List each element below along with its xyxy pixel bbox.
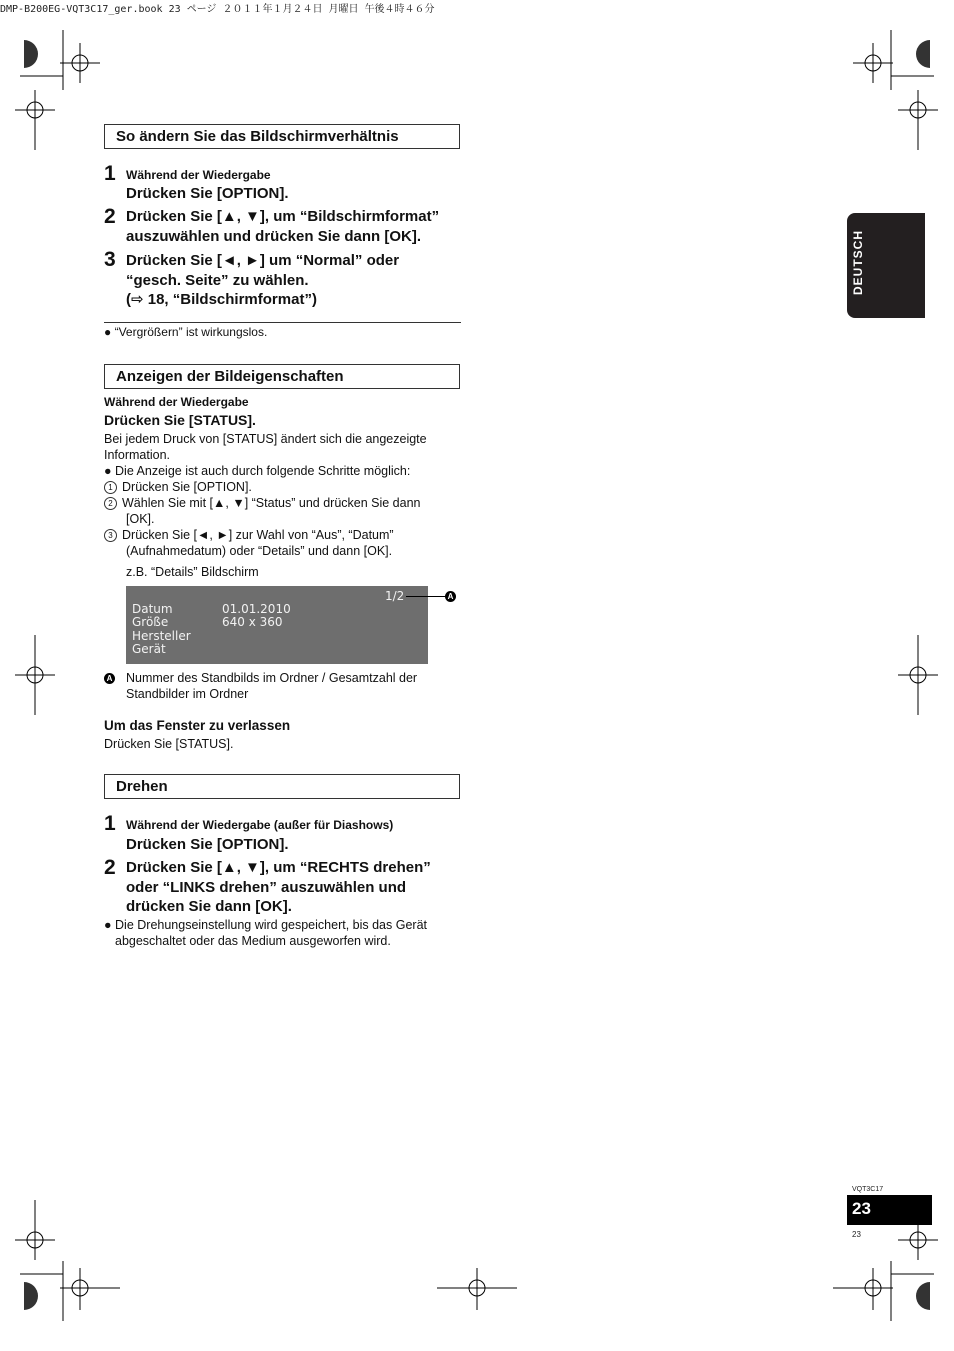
step-number: 3	[104, 248, 116, 271]
label-hersteller: Hersteller	[132, 629, 191, 643]
step-line: auszuwählen und drücken Sie dann [OK].	[126, 227, 422, 245]
callout-marker: A	[104, 673, 115, 684]
callout-marker: A	[445, 591, 456, 602]
step-precondition: Während der Wiedergabe	[126, 168, 271, 182]
callout-description	[126, 670, 417, 702]
substep-text: [OK].	[126, 512, 155, 526]
exit-text: Drücken Sie [STATUS].	[104, 737, 234, 751]
precondition: Während der Wiedergabe	[104, 395, 249, 409]
step-line: Drücken Sie [▲, ▼], um “RECHTS drehen”	[126, 859, 431, 876]
print-header: DMP-B200EG-VQT3C17_ger.book 23 ページ ２０１１年１月２４日 月曜日 午後４時４６分	[0, 4, 435, 15]
value-groesse: 640 x 360	[222, 615, 283, 629]
callout-line: Nummer des Standbilds im Ordner / Gesamtzahl der	[126, 671, 418, 685]
small-page-number: 23	[852, 1230, 861, 1239]
example-caption: z.B. “Details” Bildschirm	[126, 565, 259, 579]
details-screen	[126, 586, 428, 664]
description	[104, 431, 427, 479]
step-precondition: Während der Wiedergabe (außer für Diashows)	[126, 818, 394, 832]
substep-3	[104, 527, 394, 559]
label-groesse: Größe	[132, 615, 169, 629]
exit-title: Um das Fenster zu verlassen	[104, 718, 291, 733]
note-line: abgeschaltet oder das Medium ausgeworfen wird.	[115, 934, 391, 948]
step-number: 2	[104, 205, 116, 228]
step-number: 1	[104, 812, 116, 835]
substep-number: 1	[104, 481, 117, 494]
note-line: ● Die Drehungseinstellung wird gespeichert, bis das Gerät	[104, 918, 427, 932]
callout-leader	[406, 596, 446, 597]
step-text	[126, 251, 399, 310]
note	[104, 917, 427, 949]
step-line: oder “LINKS drehen” auszuwählen und	[126, 878, 407, 896]
page-number-bar	[847, 1195, 932, 1225]
callout-line: Standbilder im Ordner	[126, 687, 249, 701]
step-number: 1	[104, 162, 116, 185]
description-line: Bei jedem Druck von [STATUS] ändert sich die angezeigte	[104, 432, 427, 446]
page-number: 23	[852, 1199, 871, 1218]
step-text	[126, 858, 431, 917]
step-line: “gesch. Seite” zu wählen.	[126, 271, 309, 289]
step-text: Drücken Sie [OPTION].	[126, 185, 289, 202]
substep-text: Wählen Sie mit [▲, ▼] “Status” und drücken Sie dann	[122, 496, 421, 510]
language-tab	[847, 213, 925, 318]
substep-1	[104, 479, 252, 495]
substep-2	[104, 495, 421, 527]
model-code: VQT3C17	[852, 1186, 884, 1193]
label-geraet: Gerät	[132, 642, 166, 656]
step-text: Drücken Sie [OPTION].	[126, 836, 289, 853]
language-tab-label: DEUTSCH	[851, 229, 865, 295]
substep-text: Drücken Sie [◄, ►] zur Wahl von “Aus”, “Datum”	[122, 528, 394, 542]
substep-number: 3	[104, 529, 117, 542]
page-indicator: 1/2	[385, 589, 405, 603]
substep-text: Drücken Sie [OPTION].	[122, 480, 252, 494]
step-line: Drücken Sie [▲, ▼], um “Bildschirmformat”	[126, 208, 440, 225]
substep-number: 2	[104, 497, 117, 510]
step-line: drücken Sie dann [OK].	[126, 898, 292, 915]
bullet-line: ● Die Anzeige ist auch durch folgende Schritte möglich:	[104, 464, 411, 478]
section-title-rotate: Drehen	[104, 774, 460, 799]
step-number: 2	[104, 856, 116, 879]
step-text	[126, 207, 439, 246]
section-title-aspect: So ändern Sie das Bildschirmverhältnis	[104, 124, 460, 149]
description-line: Information.	[104, 448, 171, 462]
note: ● “Vergrößern” ist wirkungslos.	[104, 325, 268, 339]
divider	[104, 322, 461, 323]
value-datum: 01.01.2010	[222, 602, 291, 616]
label-datum: Datum	[132, 602, 173, 616]
substep-text: (Aufnahmedatum) oder “Details” und dann [OK].	[126, 544, 393, 558]
section-title-properties: Anzeigen der Bildeigenschaften	[104, 364, 460, 389]
step-line: Drücken Sie [◄, ►] um “Normal” oder	[126, 252, 400, 269]
step-line: (⇨ 18, “Bildschirmformat”)	[126, 291, 317, 308]
action-text: Drücken Sie [STATUS].	[104, 412, 256, 428]
